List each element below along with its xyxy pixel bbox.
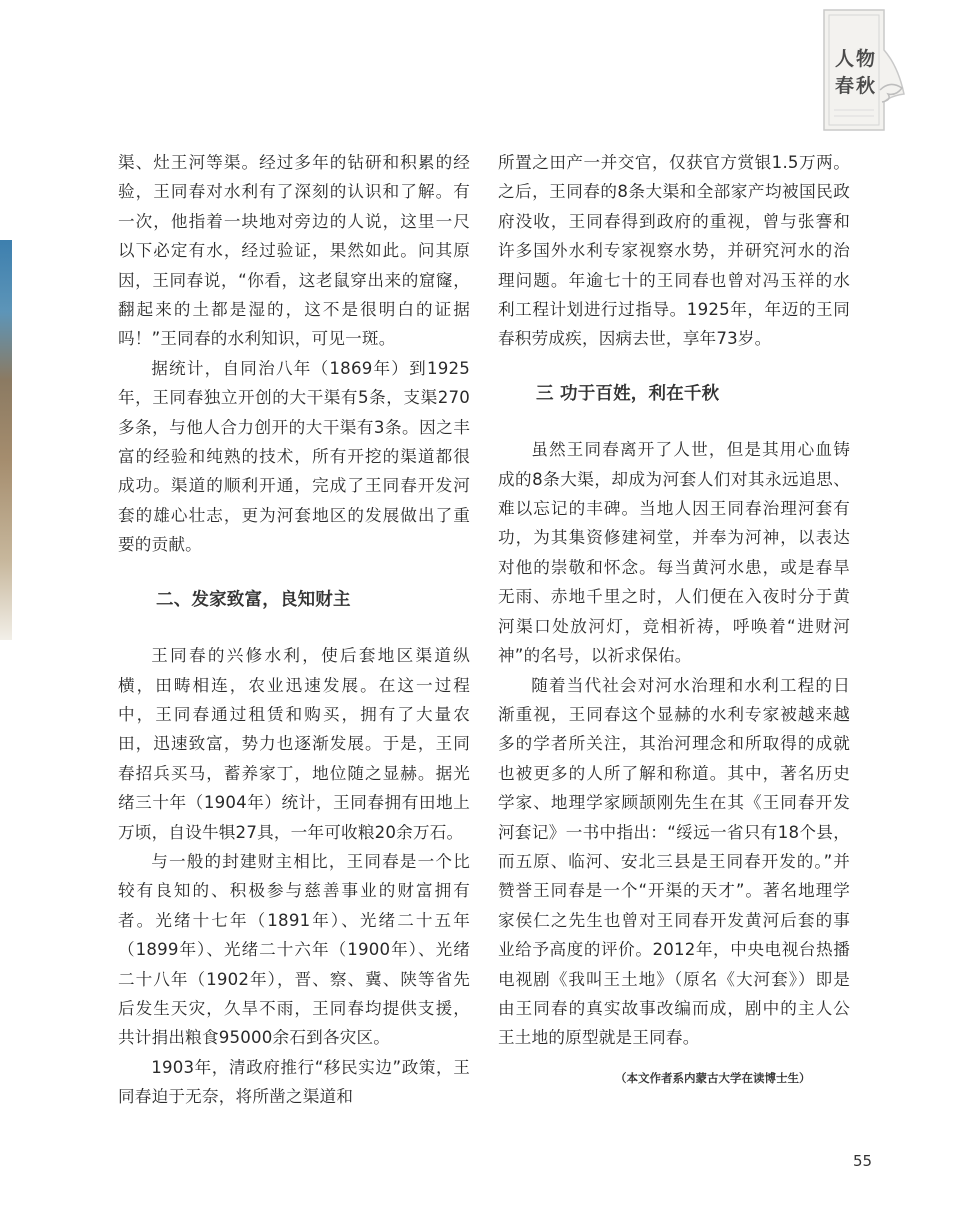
column-title-line2: 春秋 <box>834 75 877 97</box>
paragraph: 据统计，自同治八年（1869年）到1925年，王同春独立开创的大干渠有5条，支渠270多条，与他人合力创开的大干渠有3条。因之丰富的经验和纯熟的技术，所有开挖的渠道都很成功。渠道的顺利开通，完成了王同春开发河套的雄心壮志，更为河套地区的发展做出了重要的贡献。 <box>118 358 470 555</box>
paragraph: 与一般的封建财主相比，王同春是一个比较有良知的、积极参与慈善事业的财富拥有者。光绪十七年（1891年）、光绪二十五年（1899年）、光绪二十六年（1900年）、光绪二十八年（1902年），晋、察、冀、陕等省先后发生天灾，久旱不雨，王同春均提供支援，共计捐出粮食95000余石到各灾区。 <box>118 851 470 1048</box>
author-note: （本文作者系内蒙古大学在读博士生） <box>615 1071 811 1085</box>
paragraph: 王同春的兴修水利，使后套地区渠道纵横，田畴相连，农业迅速发展。在这一过程中，王同春通过租赁和购买，拥有了大量农田，迅速致富，势力也逐渐发展。于是，王同春招兵买马，蓄养家丁，地位随之显赫。据光绪三十年（1904年）统计，王同春拥有田地上万顷，自设牛犋27具，一年可收粮20余万石。 <box>118 646 470 842</box>
column-title-line1: 人物 <box>834 48 877 70</box>
right-column <box>498 148 850 1053</box>
paragraph: 所置之田产一并交官，仅获官方赏银1.5万两。之后，王同春的8条大渠和全部家产均被国民政府没收，王同春得到政府的重视，曾与张謇和许多国外水利专家视察水势，并研究河水的治理问题。年逾七十的王同春也曾对冯玉祥的水利工程计划进行过指导。1925年，年迈的王同春积劳成疾，因病去世，享年73岁。 <box>498 153 850 349</box>
edge-photo-strip <box>0 240 12 640</box>
paragraph: 虽然王同春离开了人世，但是其用心血铸成的8条大渠，却成为河套人们对其永远追思、难以忘记的丰碑。当地人因王同春治理河套有功，为其集资修建祠堂，并奉为河神，以表达对他的崇敬和怀念。每当黄河水患，或是春旱无雨、赤地千里之时，人们便在入夜时分于黄河渠口处放河灯，竞相祈祷，呼唤着“进财河神”的名号，以祈求保佑。 <box>498 440 850 666</box>
paragraph: 渠、灶王河等渠。经过多年的钻研和积累的经验，王同春对水利有了深刻的认识和了解。有一次，他指着一块地对旁边的人说，这里一尺以下必定有水，经过验证，果然如此。问其原因，王同春说，“你看，这老鼠穿出来的窟窿，翻起来的土都是湿的，这不是很明白的证据吗！”王同春的水利知识，可见一斑。 <box>118 153 470 349</box>
page-number: 55 <box>853 1152 873 1170</box>
column-title <box>820 46 892 100</box>
paragraph: 随着当代社会对河水治理和水利工程的日渐重视，王同春这个显赫的水利专家被越来越多的学者所关注，其治河理念和所取得的成就也被更多的人所了解和称道。其中，著名历史学家、地理学家顾颉刚先生在其《王同春开发河套记》一书中指出：“绥远一省只有18个县，而五原、临河、安北三县是王同春开发的。”并赞誉王同春是一个“开渠的天才”。著名地理学家侯仁之先生也曾对王同春开发黄河后套的事业给予高度的评价。2012年，中央电视台热播电视剧《我叫王土地》（原名《大河套》）即是由王同春的真实故事改编而成，剧中的主人公王土地的原型就是王同春。 <box>498 675 850 1048</box>
column-badge <box>820 6 908 134</box>
left-column <box>118 148 470 1112</box>
section-heading: 二、发家致富，良知财主 <box>156 589 351 610</box>
paragraph: 1903年，清政府推行“移民实边”政策，王同春迫于无奈，将所凿之渠道和 <box>118 1057 470 1107</box>
section-heading: 三 功于百姓，利在千秋 <box>536 383 720 404</box>
